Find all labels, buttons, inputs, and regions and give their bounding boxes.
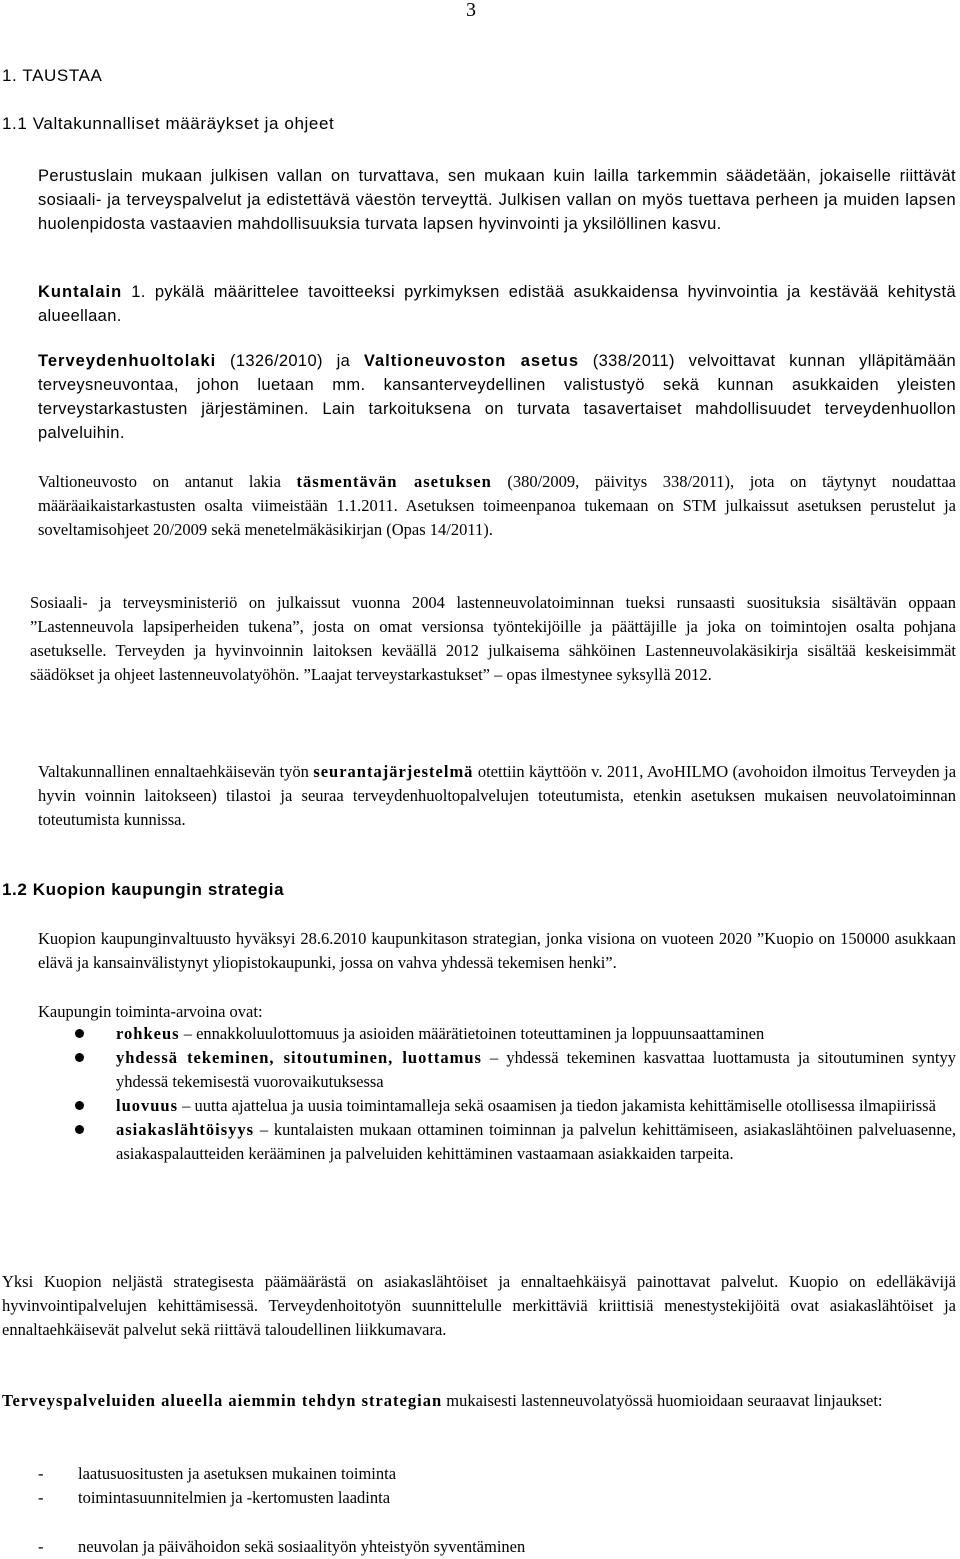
value-term: rohkeus xyxy=(116,1024,180,1043)
paragraph-asetus xyxy=(38,470,956,542)
value-desc: uutta ajattelua ja uusia toimintamalleja sekä osaamisen ja tiedon jakamista kehittämiselle otollisessa ilmapiirissä xyxy=(194,1096,936,1115)
heading-valtakunnalliset: 1.1 Valtakunnalliset määräykset ja ohjeet xyxy=(2,114,335,133)
dash-item-text: laatusuositusten ja asetuksen mukainen toiminta xyxy=(78,1464,397,1483)
list-item xyxy=(72,1046,956,1094)
paragraph-paamaarat: Yksi Kuopion neljästä strategisesta päämäärästä on asiakaslähtöiset ja ennaltaehkäisyä painottavat palvelut. Kuopio on edelläkävijä hyvinvointipalvelujen kehittämisessä. Terveydenhoitotyön suunnittelulle merkittäviä kriittisiä menestystekijöitä ovat asiakaslähtöiset ja ennaltaehkäisevät palvelut sekä riittävä taloudellinen liikkumavara. xyxy=(2,1272,956,1339)
values-list xyxy=(72,1022,956,1166)
list-item xyxy=(72,1022,956,1046)
value-term: luovuus xyxy=(116,1096,179,1115)
text: mukaisesti lastenneuvolatyössä huomioidaan seuraavat linjaukset: xyxy=(442,1391,883,1410)
dash-item-text: toimintasuunnitelmien ja -kertomusten laadinta xyxy=(78,1488,391,1507)
heading-taustaa: 1. TAUSTAA xyxy=(2,66,103,85)
paragraph-kuntalaki xyxy=(38,280,956,328)
value-term: asiakaslähtöisyys xyxy=(116,1120,255,1139)
values-intro: Kaupungin toiminta-arvoina ovat: xyxy=(38,1002,263,1021)
dash-separator: – xyxy=(259,1120,269,1139)
dash-item xyxy=(38,1535,525,1559)
text: Valtakunnallinen ennaltaehkäisevän työn xyxy=(38,762,314,781)
text: (1326/2010) ja xyxy=(216,352,364,370)
dash-marker: - xyxy=(38,1464,44,1483)
text: 1. pykälä määrittelee tavoitteeksi pyrkimyksen edistää asukkaidensa hyvinvointia ja kestävää kehitystä alueellaan. xyxy=(38,283,956,325)
dash-item xyxy=(38,1486,390,1510)
bold-seurantajarjestelma: seurantajärjestelmä xyxy=(313,762,474,781)
dash-item-text: neuvolan ja päivähoidon sekä sosiaalityön yhteistyön syventäminen xyxy=(78,1537,526,1556)
text: (380/2009, päivitys 338/2011), jota on täytynyt noudattaa määräaikaistarkastusten osalta viimeistään 1.1.2011. Asetuksen toimeenpanoa tukemaan on STM julkaissut asetuksen perustelut ja soveltamisohjeet 20/2009 sekä menetelmäkäsikirjan (Opas 14/2011). xyxy=(38,472,956,539)
value-desc: ennakkoluulottomuus ja asioiden määrätietoinen toteuttaminen ja loppuunsaattaminen xyxy=(196,1024,765,1043)
dash-marker: - xyxy=(38,1537,44,1556)
bold-terveydenhuoltolaki: Terveydenhuoltolaki xyxy=(38,352,217,370)
bullet-icon xyxy=(75,1101,84,1110)
paragraph-stm-opas: Sosiaali- ja terveysministeriö on julkaissut vuonna 2004 lastenneuvolatoiminnan tueksi runsaasti suosituksia sisältävän oppaan ”Lastenneuvola lapsiperheiden tukena”, josta on omat versionsa työntekijöille ja päättäjille ja joka on toimintojen osalta pohjana asetukselle. Terveyden ja hyvinvoinnin laitoksen keväällä 2012 julkaisema sähköinen Lastenneuvolakäsikirja sisältää keskeisimmät säädökset ja ohjeet lastenneuvolatyöhön. ”Laajat terveystarkastukset” – opas ilmestynee syksyllä 2012. xyxy=(30,593,956,684)
bold-asetus: täsmentävän asetuksen xyxy=(296,472,492,491)
value-desc: kuntalaisten mukaan ottaminen toiminnan ja palvelun kehittämiseen, asiakaslähtöinen palveluasenne, asiakaspalautteiden kerääminen ja palveluiden kehittäminen vastaamaan asiakkaiden tarpeita. xyxy=(116,1120,957,1163)
heading-kuopion-strategia: 1.2 Kuopion kaupungin strategia xyxy=(2,880,285,899)
dash-separator: – xyxy=(182,1096,191,1115)
bullet-icon xyxy=(75,1053,84,1062)
page-number: 3 xyxy=(466,0,476,21)
dash-marker: - xyxy=(38,1488,44,1507)
value-desc: yhdessä tekeminen kasvattaa luottamusta ja sitoutuminen syntyy yhdessä tekemisestä vuorovaikutuksessa xyxy=(116,1048,957,1091)
bullet-icon xyxy=(75,1125,84,1134)
paragraph-perustuslaki: Perustuslain mukaan julkisen vallan on turvattava, sen mukaan kuin lailla tarkemmin säädetään, jokaiselle riittävät sosiaali- ja terveyspalvelut ja edistettävä väestön terveyttä. Julkisen vallan on myös tuettava perheen ja muiden lapsen huolenpidosta vastaavien mahdollisuuksia turvata lapsen hyvinvointi ja yksilöllinen kasvu. xyxy=(38,167,956,233)
text: otettiin käyttöön v. 2011, AvoHILMO (avohoidon ilmoitus Terveyden ja hyvin voinnin laitokseen) tilastoi ja seuraa terveydenhuoltopalvelujen toteutumista, etenkin asetuksen mukaisen neuvolatoiminnan toteutumista kunnissa. xyxy=(38,762,957,829)
dash-item xyxy=(38,1462,396,1486)
paragraph-terveydenhuoltolaki xyxy=(38,349,956,445)
text: (338/2011) velvoittavat kunnan ylläpitämään terveysneuvontaa, johon luetaan mm. kansanterveydellinen valistustyö sekä kunnan asukkaiden yleisten terveystarkastusten järjestäminen. Lain tarkoituksena on turvata tasavertaiset mahdollisuudet terveydenhuollon palveluihin. xyxy=(38,352,956,442)
dash-separator: – xyxy=(183,1024,192,1043)
bold-valtioneuvoston-asetus: Valtioneuvoston asetus xyxy=(363,352,580,370)
bold-terveyspalvelut: Terveyspalveluiden alueella aiemmin tehdyn strategian xyxy=(2,1391,443,1410)
list-item xyxy=(72,1094,956,1118)
paragraph-seurantajarjestelma xyxy=(38,760,956,832)
bullet-icon xyxy=(75,1029,84,1038)
text: Valtioneuvosto on antanut lakia xyxy=(38,472,297,491)
bold-kuntalain: Kuntalain xyxy=(38,283,123,301)
value-term: yhdessä tekeminen, sitoutuminen, luottamus xyxy=(116,1048,482,1067)
paragraph-strategia: Kuopion kaupunginvaltuusto hyväksyi 28.6.2010 kaupunkitason strategian, jonka visiona on vuoteen 2020 ”Kuopio on 150000 asukkaan elävä ja kansainvälistynyt yliopistokaupunki, jossa on vahva yhdessä tekemisen henki”. xyxy=(38,929,956,972)
paragraph-linjaukset xyxy=(2,1389,956,1413)
list-item xyxy=(72,1118,956,1166)
dash-separator: – xyxy=(490,1048,499,1067)
